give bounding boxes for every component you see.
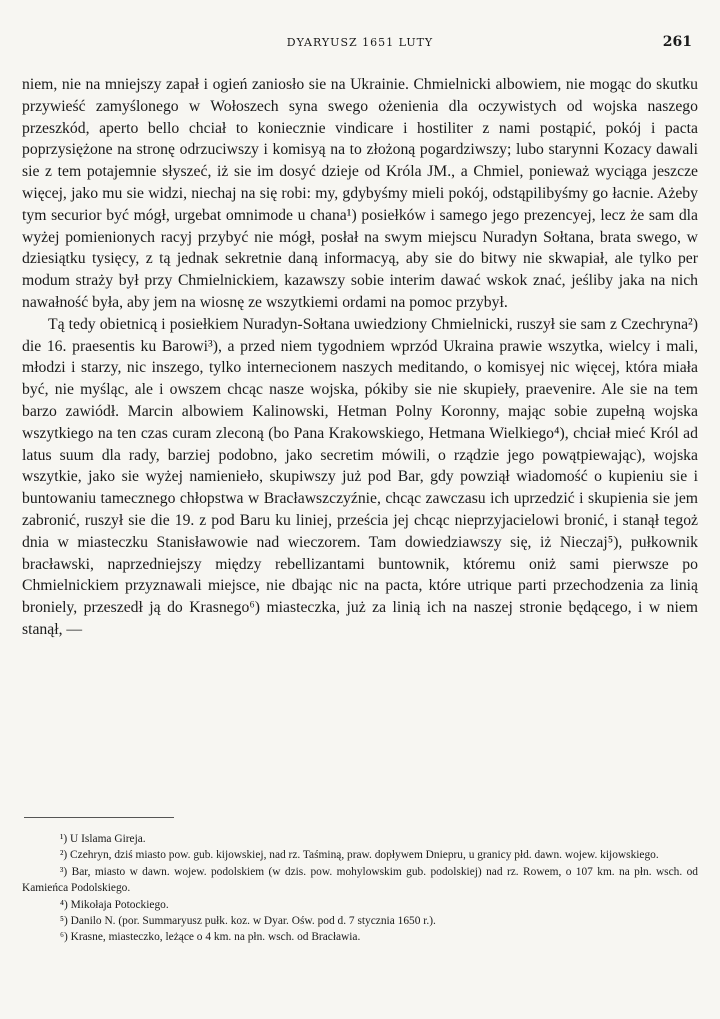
running-head <box>22 34 698 54</box>
footnote-4: ⁴) Mikołaja Potockiego. <box>60 898 169 911</box>
page-number: 261 <box>662 34 692 50</box>
paragraph-1: niem, nie na mniejszy zapał i ogień zaniosło sie na Ukrainie. Chmielnicki albowiem, nie mogąc do skutku przywieść zamyślonego w Wołoszech syna swego ożenienia dla oczywistych od wojska naszego przeszkód, aperto bello chciał to koniecznie vindicare i hostiliter z nami postąpić, pokój i pacta poprzysiężone na stronę odrzuciwszy i komisyą na to złożoną pogardziwszy; lubo starynni Kozacy dawali sie z tem potajemnie słyszeć, iż sie im dosyć dzieje od Króla JM., a Chmiel, ponieważ wyciąga jeszcze więcej, jako mu sie widzi, niechaj na się robi: my, gdybyśmy mieli pokój, odstąpilibyśmy go łacnie. Ażeby tym securior być mógł, urgebat omnimode u chana¹) posiełków i samego jego prezencyej, lecz że sam dla wyżej pomienionych racyj przybyć nie mógł, posłał na swym miejscu Nuradyn Sołtana, brata swego, w dziesiątku tysięcy, z tą jednak sekretnie daną informacyą, aby sie do bitwy nie skwapiał, ale tylko per modum straży był przy Chmielnickiem, kazawszy sobie interim dawać wskok znać, jeśliby jaka na nich nawałność była, aby jem na wiosnę ze wszytkiemi ordami na pomoc przybył. <box>22 76 698 311</box>
footnotes <box>22 831 698 946</box>
page <box>22 0 698 1019</box>
footnote-2: ²) Czehryn, dziś miasto pow. gub. kijowskiej, nad rz. Taśminą, praw. dopływem Dniepru, u granicy płd. dawn. wojew. kijowskiego. <box>60 849 659 862</box>
footnote-divider <box>24 817 174 818</box>
footnote-3: ³) Bar, miasto w dawn. wojew. podolskiem (w dzis. pow. mohylowskim gub. podolskiej) nad rz. Rowem, o 107 km. na płn. wsch. od Kamieńca Podolskiego. <box>22 865 698 895</box>
footnote-5: ⁵) Danilo N. (por. Summaryusz pułk. koz. w Dyar. Ośw. pod d. 7 stycznia 1650 r.). <box>60 915 436 928</box>
footnote-1: ¹) U Islama Gireja. <box>60 833 146 845</box>
paragraph-2: Tą tedy obietnicą i posiełkiem Nuradyn-Sołtana uwiedziony Chmielnicki, ruszył sie sam z Czechryna²) die 16. praesentis ku Barowi³), a przed niem tygodniem wprzód Ukraina prawie wszytka, wielcy i mali, młodzi i starzy, nic inszego, tylko internecionem naszych meditando, o komisyej nic więcej, która miała być, nie myśląc, ale i owszem chcąc nasze wojska, pókiby sie nie skupieły, praevenire. Ale sie na tem barzo zawiódł. Marcin albowiem Kalinowski, Hetman Polny Koronny, mając sobie zupełną wojska wszytkiego na ten czas curam zleconą (bo Pana Krakowskiego, Hetmana Wielkiego⁴), chciał mieć Król ad latus suum dla rady, barziej podobno, jako secretim mówili, o rządzie jego powątpiewając), wojska wszytkie, jako sie wyżej namienieło, skupiwszy już pod Bar, gdy powziął wiadomość o kupieniu sie i buntowaniu tamecznego chłopstwa w Bracławszczyźnie, chcąc zawczasu ich uprzedzić i skupienia sie jem zabronić, ruszył sie die 19. z pod Baru ku liniej, prześcia jej chcąc nieprzyjacielowi bronić, i stanął tegoż dnia w miasteczku Stanisławowie nad wieczorem. Tam dowiedziawszy się, iż Nieczaj⁵), pułkownik bracławski, naprzedniejszy między rebellizantami buntownik, któremu oniż sami pierwsze po Chmielnickiem przyznawali miejsce, nie dbając nic na pacta, które utrique parti przechodzenia za linią broniely, przeszedł ją do Krasnego⁶) miasteczka, już za linią ich na naszej stronie będącego, i w niem stanął, — <box>22 315 698 638</box>
footnote-6: ⁶) Krasne, miasteczko, leżące o 4 km. na płn. wsch. od Bracławia. <box>60 931 361 944</box>
body-text <box>22 74 698 641</box>
running-title: DYARYUSZ 1651 LUTY <box>286 36 434 49</box>
